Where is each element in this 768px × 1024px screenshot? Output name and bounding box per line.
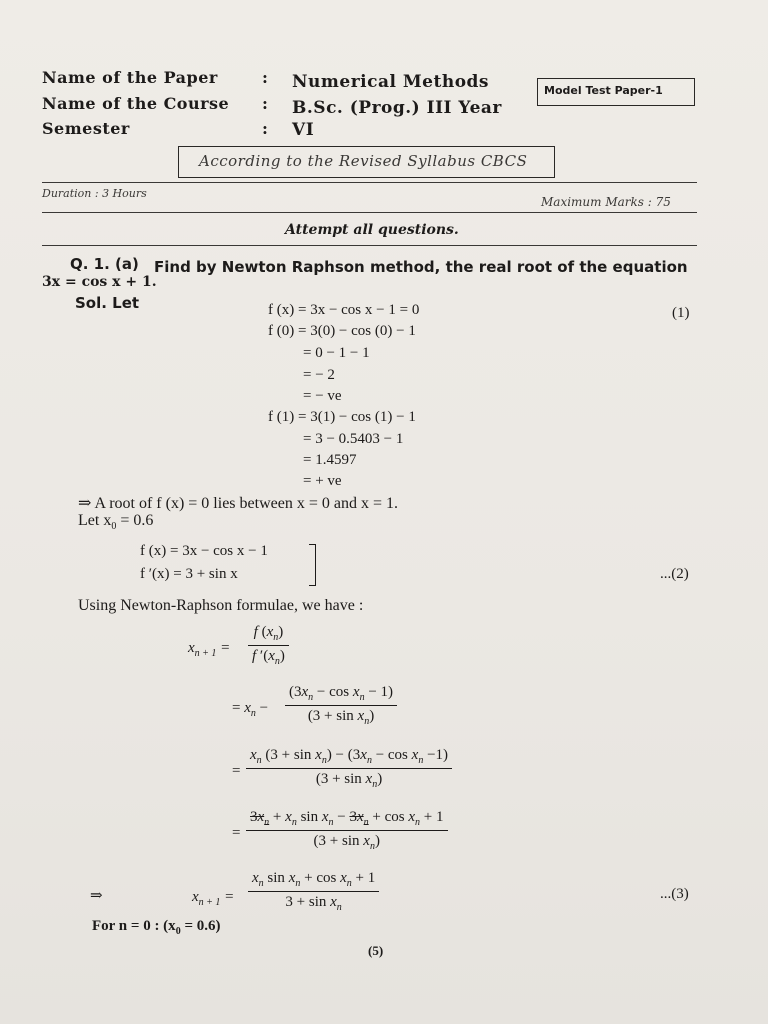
fprime-definition: f ′(x) = 3 + sin x xyxy=(140,566,238,582)
divider-bottom xyxy=(42,245,697,246)
eq2-tag: ...(2) xyxy=(660,566,689,582)
duration: Duration : 3 Hours xyxy=(42,187,147,200)
sol-line-9: = + ve xyxy=(303,473,342,489)
sol-line-7: = 3 − 0.5403 − 1 xyxy=(303,431,404,447)
xn1-lhs-2: $x_{n + 1}$ = xyxy=(192,889,235,908)
sol-line-5: = − ve xyxy=(303,388,342,404)
divider-top xyxy=(42,182,697,183)
eq-step-4-lhs: = xyxy=(232,825,241,841)
sol-line-2: f (0) = 3(0) − cos (0) − 1 xyxy=(268,323,416,339)
xn1-lhs-1: $x_{n + 1}$ = xyxy=(188,640,231,659)
badge-text: Model Test Paper-1 xyxy=(544,84,663,97)
instruction: Attempt all questions. xyxy=(285,222,459,238)
paper-value: Numerical Methods xyxy=(292,72,490,92)
let-x0: Let $x_0 = 0.6$ xyxy=(78,512,154,533)
frac-final: $x_n$ $\sin x_n + \cos x_n + 1$ $3 + \sin x_n$ xyxy=(248,870,379,913)
eq-step-3-lhs: = xyxy=(232,763,241,779)
question-text: Find by Newton Raphson method, the real root of the equation xyxy=(154,258,688,276)
colon-2: : xyxy=(262,94,269,113)
question-equation: 3x = cos x + 1. xyxy=(42,274,157,290)
eq1-tag: (1) xyxy=(672,305,690,321)
sol-line-8: = 1.4597 xyxy=(303,452,357,468)
for-n0: For n = 0 : $(x_0 = 0.6)$ xyxy=(92,918,221,937)
sol-line-4: = − 2 xyxy=(303,367,335,383)
syllabus-box xyxy=(178,146,555,178)
root-statement: ⇒ A root of f (x) = 0 lies between x = 0 and x = 1. xyxy=(78,495,398,512)
sol-label: Sol. Let xyxy=(75,294,140,312)
sol-line-6: f (1) = 3(1) − cos (1) − 1 xyxy=(268,409,416,425)
paper-label: Name of the Paper xyxy=(42,68,218,87)
model-test-badge xyxy=(537,78,695,106)
eq3-tag: ...(3) xyxy=(660,886,689,902)
semester-value: VI xyxy=(292,120,315,140)
semester-label: Semester xyxy=(42,119,130,138)
max-marks: Maximum Marks : 75 xyxy=(541,195,671,209)
colon-1: : xyxy=(262,68,269,87)
eq-step-2-lhs: = $x_n$ − xyxy=(232,700,269,719)
question-label: Q. 1. (a) xyxy=(70,255,139,273)
frac-step-2: $(3x_n - \cos x_n - 1)$ $(3 + \sin x_n)$ xyxy=(285,684,397,727)
course-label: Name of the Course xyxy=(42,94,230,113)
divider-mid xyxy=(42,212,697,213)
formula-intro: Using Newton-Raphson formulae, we have : xyxy=(78,597,364,614)
course-value: B.Sc. (Prog.) III Year xyxy=(292,98,502,118)
page-number: (5) xyxy=(368,943,384,958)
sol-line-1: f (x) = 3x − cos x − 1 = 0 xyxy=(268,302,420,318)
frac-step-4: $3x_n + x_n$ $\sin x_n - 3x_n + \cos x_n + 1$ $(3 + \sin x_n)$ xyxy=(246,809,448,852)
right-bracket xyxy=(309,544,316,586)
implies-arrow: ⇒ xyxy=(90,888,103,904)
colon-3: : xyxy=(262,119,269,138)
frac-f-over-fprime: f $(x_n)$ f $'(x_n)$ xyxy=(248,624,289,667)
frac-step-3: $x_n$ $(3 + \sin x_n) - (3x_n - \cos x_n -1)$ $(3 + \sin x_n)$ xyxy=(246,747,452,790)
f-definition: f (x) = 3x − cos x − 1 xyxy=(140,543,268,559)
sol-line-3: = 0 − 1 − 1 xyxy=(303,345,370,361)
syllabus-note: According to the Revised Syllabus CBCS xyxy=(199,152,528,170)
